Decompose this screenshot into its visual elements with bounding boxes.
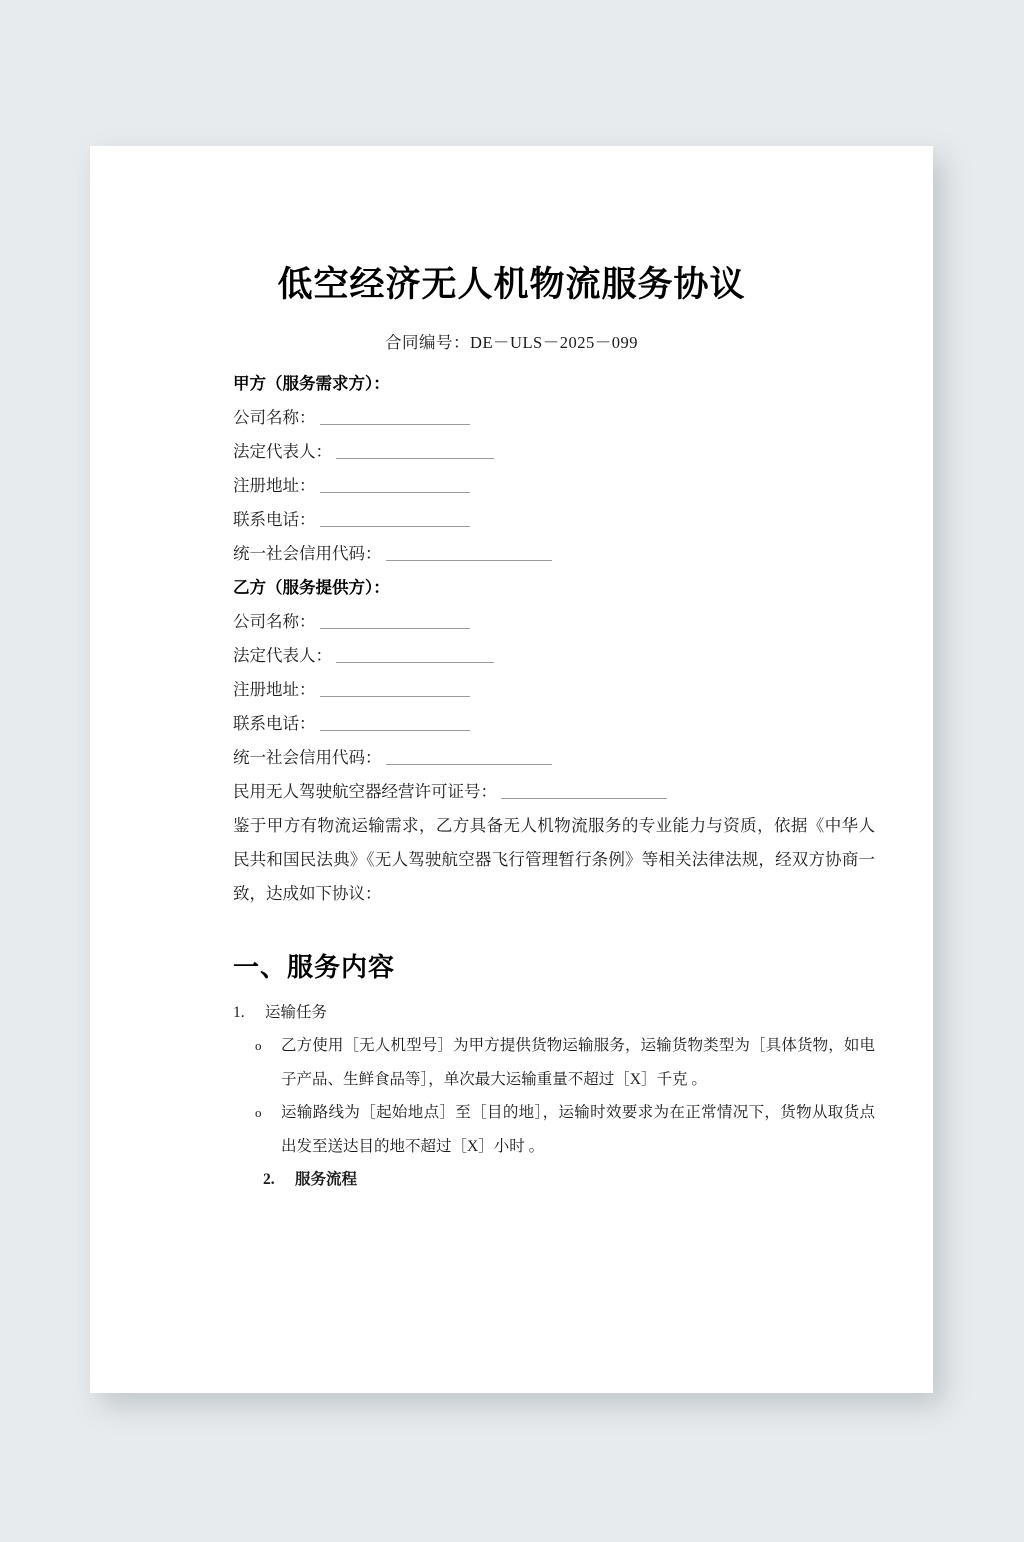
party-b-field-company <box>233 605 875 639</box>
field-label: 注册地址： <box>233 476 316 495</box>
field-label: 法定代表人： <box>233 442 332 461</box>
page-content <box>90 146 933 1393</box>
list-marker: 1. <box>233 1004 245 1021</box>
field-label: 联系电话： <box>233 714 316 733</box>
party-a-field-credit-code <box>233 537 875 571</box>
field-label: 公司名称： <box>233 408 316 427</box>
fill-in-blank[interactable] <box>386 547 552 561</box>
party-a-field-company <box>233 401 875 435</box>
section-one-list <box>233 996 875 1196</box>
party-b-field-phone <box>233 707 875 741</box>
list-item <box>233 1029 875 1096</box>
fill-in-blank[interactable] <box>320 615 470 629</box>
contract-number: 合同编号：DE－ULS－2025－099 <box>385 333 638 352</box>
fill-in-blank[interactable] <box>320 479 470 493</box>
party-a-field-phone <box>233 503 875 537</box>
fill-in-blank[interactable] <box>336 445 494 459</box>
page-title: 低空经济无人机物流服务协议 <box>277 265 746 304</box>
section-heading-one: 一、服务内容 <box>233 953 396 982</box>
bullet-circle-icon: o <box>255 1038 262 1053</box>
sub-list-transport-task <box>233 1029 875 1163</box>
fill-in-blank[interactable] <box>320 513 470 527</box>
party-b-heading: 乙方（服务提供方）： <box>233 578 390 597</box>
field-label: 联系电话： <box>233 510 316 529</box>
party-b-block <box>233 571 875 809</box>
party-b-field-uav-license <box>233 775 875 809</box>
field-label: 公司名称： <box>233 612 316 631</box>
fill-in-blank[interactable] <box>386 751 552 765</box>
fill-in-blank[interactable] <box>320 683 470 697</box>
list-item-label: 服务流程 <box>295 1171 358 1188</box>
party-a-field-legal-rep <box>233 435 875 469</box>
fill-in-blank[interactable] <box>320 717 470 731</box>
list-item-transport-task <box>233 996 875 1029</box>
preamble-paragraph: 鉴于甲方有物流运输需求，乙方具备无人机物流服务的专业能力与资质，依据《中华人民共和国民法典》《无人驾驶航空器飞行管理暂行条例》等相关法律法规，经双方协商一致，达成如下协议： <box>233 816 875 903</box>
document-page <box>90 146 933 1393</box>
fill-in-blank[interactable] <box>336 649 494 663</box>
list-item <box>233 1096 875 1163</box>
party-b-field-address <box>233 673 875 707</box>
party-b-field-legal-rep <box>233 639 875 673</box>
fill-in-blank[interactable] <box>320 411 470 425</box>
field-label: 法定代表人： <box>233 646 332 665</box>
field-label: 注册地址： <box>233 680 316 699</box>
party-b-field-credit-code <box>233 741 875 775</box>
list-marker: 2. <box>263 1171 275 1188</box>
field-label: 统一社会信用代码： <box>233 748 382 767</box>
list-item-text: 乙方使用［无人机型号］为甲方提供货物运输服务，运输货物类型为［具体货物，如电子产品、生鲜食品等］，单次最大运输重量不超过［X］千克 。 <box>281 1037 875 1088</box>
fill-in-blank[interactable] <box>501 785 667 799</box>
party-a-field-address <box>233 469 875 503</box>
field-label: 民用无人驾驶航空器经营许可证号： <box>233 782 497 801</box>
bullet-circle-icon: o <box>255 1105 262 1120</box>
list-item-text: 运输路线为［起始地点］至［目的地］，运输时效要求为在正常情况下，货物从取货点出发至送达目的地不超过［X］小时 。 <box>281 1104 875 1155</box>
list-item-label: 运输任务 <box>265 1004 328 1021</box>
document-body <box>90 367 933 1196</box>
list-item-service-process <box>233 1163 875 1196</box>
field-label: 统一社会信用代码： <box>233 544 382 563</box>
party-a-heading: 甲方（服务需求方）： <box>233 374 390 393</box>
party-a-block <box>233 367 875 571</box>
